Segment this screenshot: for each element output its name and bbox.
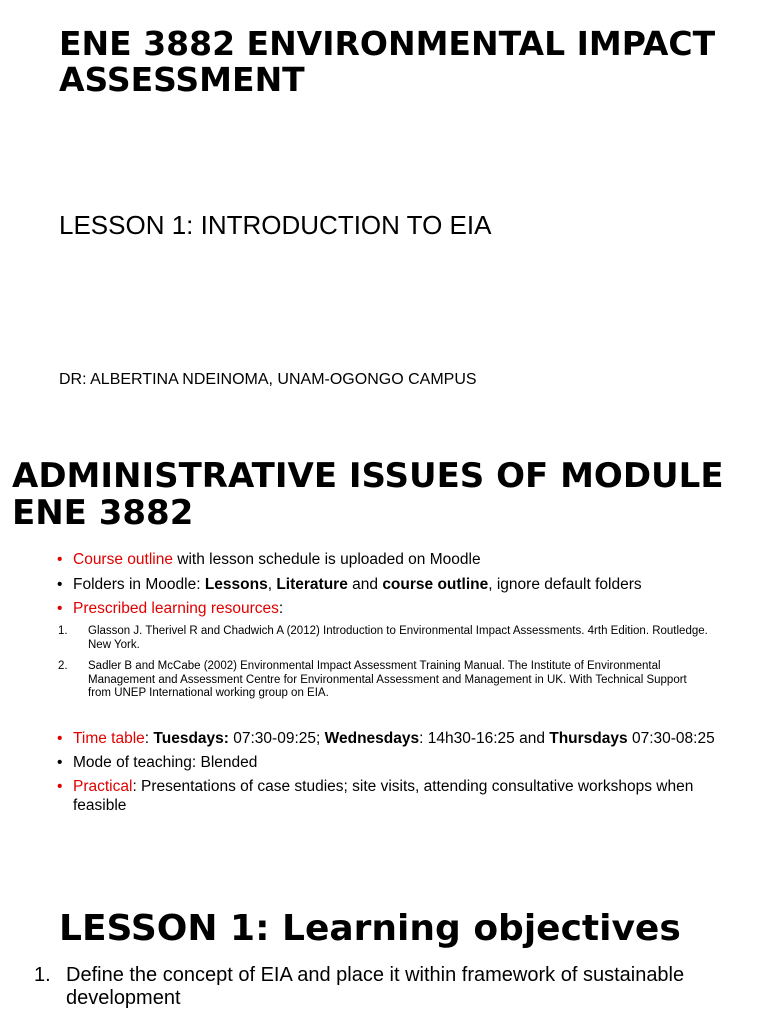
folders-text-e: and <box>347 575 383 593</box>
bullet-time-table <box>57 729 717 748</box>
prescribed-colon: : <box>278 600 284 617</box>
practical-text: : Presentations of case studies; site visits, attending consultative workshops when feasible <box>73 778 694 814</box>
reference-item <box>58 660 708 701</box>
bullet-moodle-folders <box>57 573 737 598</box>
reference-number: 2. <box>58 660 68 673</box>
slide1-title: ENE 3882 ENVIRONMENTAL IMPACT ASSESSMENT <box>59 24 716 99</box>
objectives-list <box>34 964 734 1010</box>
bullet-dot: • <box>57 600 63 617</box>
reference-item <box>58 625 708 652</box>
objective-item <box>34 964 734 1010</box>
time-table-e: : 14h30-16:25 and <box>419 730 550 747</box>
time-table-thursdays: Thursdays <box>549 730 628 747</box>
practical-label: Practical <box>73 778 133 795</box>
time-table-wednesdays: Wednesdays <box>324 730 420 747</box>
objective-number: 1. <box>34 964 51 986</box>
time-table-label: Time table <box>73 730 145 747</box>
bullet-prescribed-resources <box>57 597 737 622</box>
folders-course-outline: course outline <box>382 575 489 593</box>
bullet-dot: • <box>57 778 63 795</box>
slide1-subtitle: LESSON 1: INTRODUCTION TO EIA <box>59 210 492 240</box>
time-table-g: 07:30-08:25 <box>627 730 715 747</box>
bullet-course-outline <box>57 548 737 573</box>
bullet-dot: • <box>57 730 63 747</box>
time-table-c: 07:30-09:25; <box>228 730 325 747</box>
mode-of-teaching-text: Mode of teaching: Blended <box>73 754 258 771</box>
slide2-title: ADMINISTRATIVE ISSUES OF MODULE ENE 3882 <box>12 456 724 533</box>
folders-text-g: , ignore default folders <box>488 575 642 593</box>
time-table-a: : <box>144 730 154 747</box>
course-outline-text: with lesson schedule is uploaded on Moodle <box>172 551 481 568</box>
reference-list <box>58 625 708 709</box>
folders-text-c: , <box>267 575 277 593</box>
slide3-title: LESSON 1: Learning objectives <box>59 908 681 949</box>
schedule-bullet-list <box>57 729 717 820</box>
bullet-mode-of-teaching <box>57 753 717 772</box>
reference-number: 1. <box>58 625 68 637</box>
admin-bullet-list <box>57 548 737 622</box>
course-outline-label: Course outline <box>73 551 173 568</box>
folders-text-a: Folders in Moodle: <box>73 575 205 593</box>
time-table-tuesdays: Tuesdays: <box>153 730 229 747</box>
folders-lessons: Lessons <box>204 575 268 593</box>
prescribed-label: Prescribed learning resources <box>73 600 279 617</box>
objective-text: Define the concept of EIA and place it within framework of sustainable development <box>66 964 685 1009</box>
bullet-practical <box>57 777 717 815</box>
bullet-dot: • <box>57 575 63 593</box>
folders-literature: Literature <box>276 575 348 593</box>
reference-text: Glasson J. Therivel R and Chadwich A (2012) Introduction to Environmental Impact Assessments. 4rth Edition. Routledge. New York. <box>88 625 708 651</box>
bullet-dot: • <box>57 754 63 771</box>
slide1-author: DR: ALBERTINA NDEINOMA, UNAM-OGONGO CAMPUS <box>59 371 477 388</box>
reference-text: Sadler B and McCabe (2002) Environmental Impact Assessment Training Manual. The Institute of Environmental Management and Assessment Centre for Environmental Assessment and Management in UK. With Technical Support from UNEP International working group on EIA. <box>88 660 687 700</box>
bullet-dot: • <box>57 551 63 568</box>
